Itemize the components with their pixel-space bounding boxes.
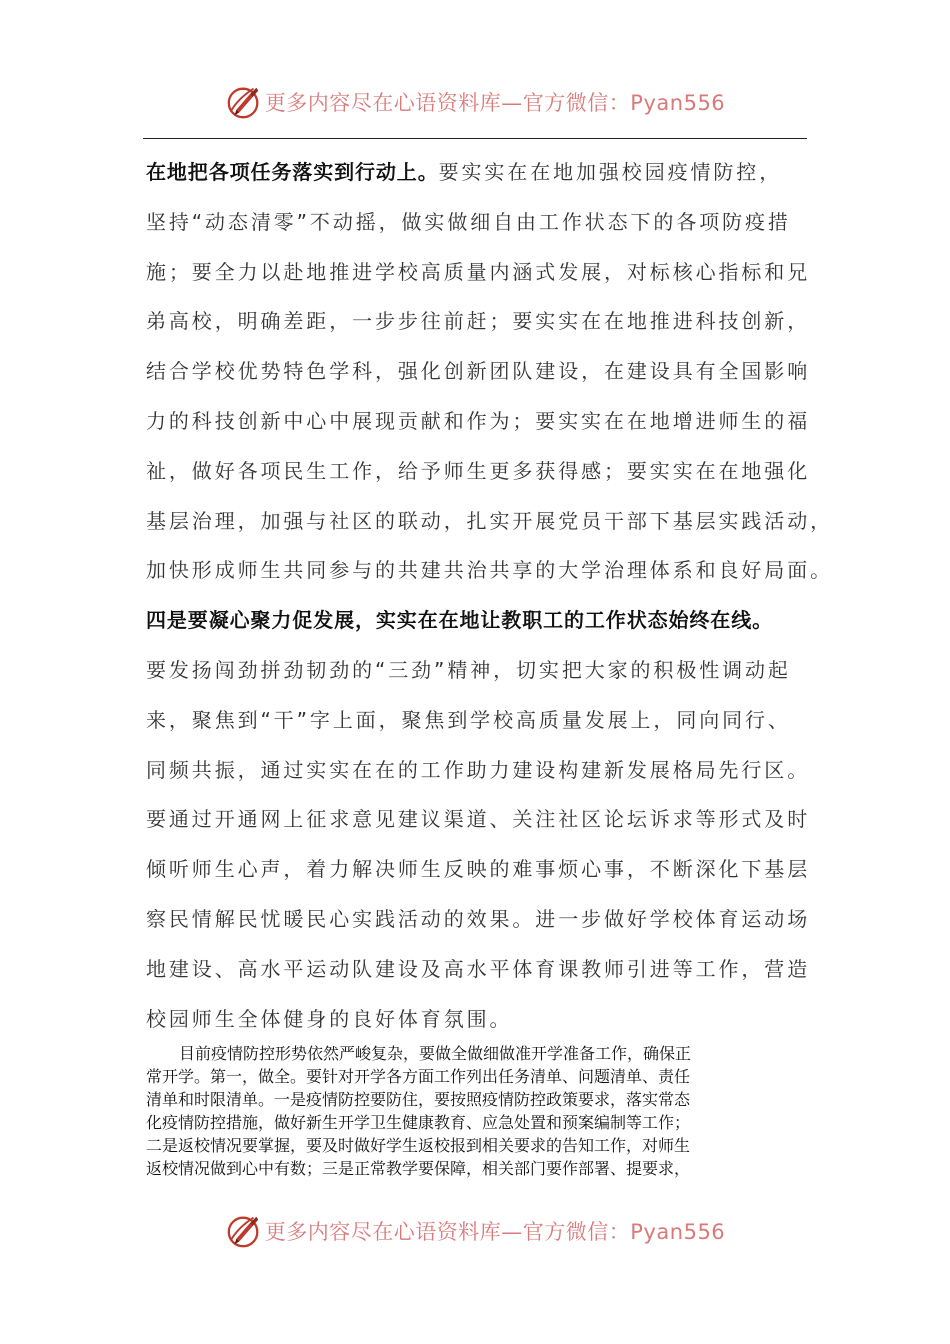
- text-line: 要通过开通网上征求意见建议渠道、关注社区论坛诉求等形式及时: [146, 807, 811, 832]
- text-line: 化疫情防控措施，做好新生开学卫生健康教育、应急处置和预案编制等工作；: [146, 1113, 691, 1132]
- pen-logo-icon: [225, 1212, 263, 1250]
- text-line: 基层治理，加强与社区的联动，扎实开展党员干部下基层实践活动，: [146, 508, 833, 533]
- header-banner: [0, 80, 950, 124]
- text-line: [146, 148, 826, 198]
- paragraph-first-line: 目前疫情防控形势依然严峻复杂，要做全做细做准开学准备工作，确保正: [179, 1044, 692, 1063]
- text-line: 施；要全力以赴地推进学校高质量内涵式发展，对标核心指标和兄: [146, 259, 811, 284]
- text-line: 同频共振，通过实实在在的工作助力建设构建新发展格局先行区。: [146, 757, 811, 782]
- text-line: 常开学。第一，做全。要针对开学各方面工作列出任务清单、问题清单、责任: [146, 1067, 691, 1086]
- pen-logo-icon: [225, 83, 263, 121]
- body-small-text: [146, 1042, 816, 1180]
- text-line: 返校情况做到心中有数；三是正常教学要保障，相关部门要作部署、提要求，: [146, 1159, 691, 1178]
- text-line: 加快形成师生共同参与的共建共治共享的大学治理体系和良好局面。: [146, 558, 833, 583]
- footer-banner: [0, 1209, 950, 1253]
- banner-text: 更多内容尽在心语资料库—官方微信：Pyan556: [264, 91, 726, 115]
- bold-lead: 在地把各项任务落实到行动上。: [146, 160, 439, 184]
- text-line: 力的科技创新中心中展现贡献和作为；要实实在在地增进师生的福: [146, 408, 811, 433]
- text-line: 来，聚焦到“干”字上面，聚焦到学校高质量发展上，同向同行、: [146, 707, 791, 732]
- text-line: 地建设、高水平运动队建设及高水平体育课教师引进等工作，营造: [146, 956, 811, 981]
- text-line: 要发扬闯劲拼劲韧劲的“三劲”精神，切实把大家的积极性调动起: [146, 657, 791, 682]
- body-large-text: [146, 148, 833, 1044]
- text-line: 结合学校优势特色学科，强化创新团队建设，在建设具有全国影响: [146, 359, 811, 384]
- line-text: 要实实在在地加强校园疫情防控，: [438, 160, 783, 184]
- text-line: 祉，做好各项民生工作，给予师生更多获得感；要实实在在地强化: [146, 458, 811, 483]
- banner-text: 更多内容尽在心语资料库—官方微信：Pyan556: [264, 1220, 726, 1244]
- text-line: 校园师生全体健身的良好体育氛围。: [146, 1006, 513, 1031]
- text-line: 坚持“动态清零”不动摇，做实做细自由工作状态下的各项防疫措: [146, 209, 791, 234]
- text-line: 弟高校，明确差距，一步步往前赶；要实实在在地推进科技创新，: [146, 309, 811, 334]
- text-line: 二是返校情况要掌握，要及时做好学生返校报到相关要求的告知工作，对师生: [146, 1136, 691, 1155]
- header-divider: [143, 138, 807, 139]
- section-heading: 四是要凝心聚力促发展，实实在在地让教职工的工作状态始终在线。: [146, 608, 773, 633]
- text-line: 察民情解民忧暖民心实践活动的效果。进一步做好学校体育运动场: [146, 906, 811, 931]
- text-line: 清单和时限清单。一是疫情防控要防住，要按照疫情防控政策要求，落实常态: [146, 1090, 691, 1109]
- text-line: 倾听师生心声，着力解决师生反映的难事烦心事，不断深化下基层: [146, 857, 811, 882]
